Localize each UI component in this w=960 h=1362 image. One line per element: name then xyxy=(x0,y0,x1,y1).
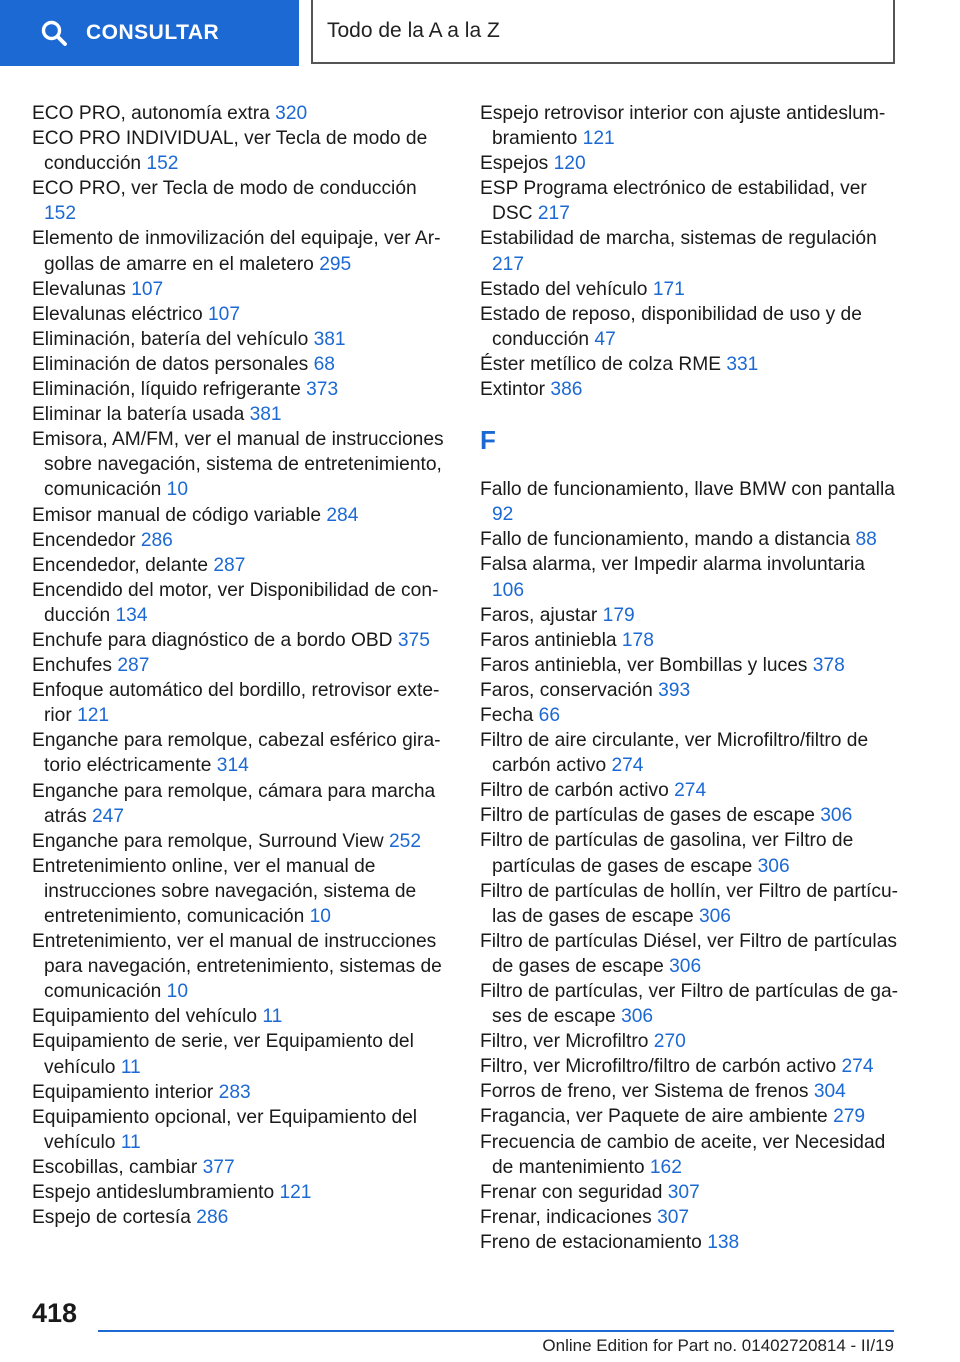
entry-page-link[interactable]: 107 xyxy=(208,303,241,325)
consult-label: CONSULTAR xyxy=(86,21,220,44)
search-icon xyxy=(40,19,68,47)
entry-page-link[interactable]: 11 xyxy=(262,1006,283,1028)
index-entry xyxy=(32,1029,447,1079)
entry-page-link[interactable]: 306 xyxy=(698,905,731,927)
entry-term: Emisor manual de código variable xyxy=(32,504,322,526)
entry-page-link[interactable]: 252 xyxy=(389,830,422,852)
index-entry xyxy=(480,1230,900,1255)
index-entry xyxy=(32,929,447,1004)
entry-page-link[interactable]: 10 xyxy=(166,981,189,1003)
entry-term: ESP Programa electrónico de estabilidad, ver DSC xyxy=(480,178,867,225)
index-entry xyxy=(32,678,447,728)
entry-term: Fallo de funcionamiento, mando a distancia xyxy=(480,529,851,551)
entry-page-link[interactable]: 10 xyxy=(309,906,331,927)
index-entry xyxy=(32,1080,447,1105)
entry-term: Enganche para remolque, cámara para marcha atrás xyxy=(32,780,436,827)
entry-page-link[interactable]: 11 xyxy=(120,1131,141,1153)
entry-term: Equipamiento de serie, ver Equipamiento del vehículo xyxy=(32,1031,414,1078)
entry-term: Enfoque automático del bordillo, retrovisor exterior xyxy=(32,680,440,727)
entry-term: Equipamiento interior xyxy=(32,1081,214,1103)
entry-page-link[interactable]: 11 xyxy=(120,1056,141,1078)
index-entry xyxy=(480,703,900,728)
entry-page-link[interactable]: 274 xyxy=(674,780,707,802)
entry-term: ECO PRO, autonomía extra xyxy=(32,103,270,124)
entry-term: Filtro de partículas de gases de escape xyxy=(480,805,815,827)
entry-page-link[interactable]: 287 xyxy=(213,554,246,576)
entry-page-link[interactable]: 270 xyxy=(653,1031,686,1053)
entry-term: Espejo antideslumbramiento xyxy=(32,1182,275,1204)
entry-term: Filtro de partículas de hollín, ver Filtro de partículas de gases de escape xyxy=(480,880,899,927)
index-entry xyxy=(480,979,900,1029)
entry-page-link[interactable]: 274 xyxy=(611,755,644,777)
entry-term: Entretenimiento, ver el manual de instrucciones para navegación, entretenimiento, sistemas de comunicación xyxy=(32,931,442,1003)
entry-page-link[interactable]: 107 xyxy=(131,278,164,300)
index-entry xyxy=(32,829,447,854)
index-entry xyxy=(32,779,447,829)
footer-divider xyxy=(98,1330,894,1332)
index-entry xyxy=(32,854,447,929)
entry-page-link[interactable]: 121 xyxy=(582,128,615,150)
entry-page-link[interactable]: 10 xyxy=(166,479,189,501)
index-entry xyxy=(480,1079,900,1104)
index-entry xyxy=(32,728,447,778)
index-entry xyxy=(32,277,447,302)
entry-term: Enchufe para diagnóstico de a bordo OBD xyxy=(32,629,393,651)
index-entry xyxy=(32,176,447,226)
entry-term: Filtro, ver Microfiltro/filtro de carbón activo xyxy=(480,1056,837,1078)
edition-text: Online Edition for Part no. 01402720814 - II/19 xyxy=(542,1336,894,1355)
entry-term: Falsa alarma, ver Impedir alarma involuntaria xyxy=(480,554,865,576)
section-title-text: Todo de la A a la Z xyxy=(327,19,500,42)
entry-term: Emisora, AM/FM, ver el manual de instrucciones sobre navegación, sistema de entretenimiento, comunicación xyxy=(32,429,444,501)
entry-term: Fecha xyxy=(480,704,534,726)
index-entry xyxy=(480,552,900,602)
entry-page-link[interactable]: 279 xyxy=(833,1106,866,1128)
entry-page-link[interactable]: 381 xyxy=(249,404,282,426)
index-entry xyxy=(32,352,447,377)
entry-term: Filtro de partículas de gasolina, ver Filtro de partículas de gases de escape xyxy=(480,830,854,877)
index-entry xyxy=(32,327,447,352)
entry-term: Eliminación de datos personales xyxy=(32,353,309,375)
entry-term: Espejo retrovisor interior con ajuste antideslumbramiento xyxy=(480,103,886,150)
index-entry xyxy=(480,828,900,878)
entry-term: Encendido del motor, ver Disponibilidad de conducción xyxy=(32,579,439,626)
index-entry xyxy=(480,226,900,276)
index-entry xyxy=(32,1004,447,1029)
entry-page-link[interactable]: 217 xyxy=(537,203,570,225)
page-number: 418 xyxy=(32,1298,78,1328)
entry-page-link[interactable]: 306 xyxy=(669,955,702,977)
entry-page-link[interactable]: 121 xyxy=(279,1182,312,1204)
index-entry xyxy=(32,653,447,678)
entry-page-link[interactable]: 320 xyxy=(275,103,308,124)
entry-term: Éster metílico de colza RME xyxy=(480,353,721,375)
entry-page-link[interactable]: 284 xyxy=(326,504,359,526)
entry-page-link[interactable]: 295 xyxy=(319,253,352,275)
entry-page-link[interactable]: 307 xyxy=(657,1206,690,1228)
index-entry xyxy=(32,402,447,427)
index-entry xyxy=(32,226,447,276)
index-entry xyxy=(32,1155,447,1180)
entry-page-link[interactable]: 306 xyxy=(621,1006,654,1028)
entry-term: Filtro de aire circulante, ver Microfiltro/filtro de carbón activo xyxy=(480,730,869,777)
entry-page-link[interactable]: 88 xyxy=(855,529,877,551)
index-entry xyxy=(480,477,900,527)
index-entry xyxy=(32,578,447,628)
entry-page-link[interactable]: 307 xyxy=(667,1181,700,1203)
entry-page-link[interactable]: 217 xyxy=(492,253,525,275)
entry-term: Faros, conservación xyxy=(480,679,653,701)
section-title[interactable] xyxy=(311,0,895,64)
index-entry xyxy=(32,377,447,402)
entry-term: Entretenimiento online, ver el manual de instrucciones sobre navegación, sistema de entretenimiento, comunicación xyxy=(32,855,417,927)
index-entry xyxy=(480,527,900,552)
index-entry xyxy=(480,628,900,653)
entry-term: Eliminar la batería usada xyxy=(32,404,245,426)
index-entry xyxy=(480,778,900,803)
index-entry xyxy=(480,277,900,302)
entry-term: Equipamiento opcional, ver Equipamiento del vehículo xyxy=(32,1106,418,1153)
entry-page-link[interactable]: 304 xyxy=(813,1081,846,1103)
entry-term: Frecuencia de cambio de aceite, ver Necesidad de mantenimiento xyxy=(480,1131,886,1178)
entry-term: Elevalunas xyxy=(32,278,126,300)
entry-page-link[interactable]: 283 xyxy=(218,1081,251,1103)
entry-term: Faros antiniebla xyxy=(480,629,617,651)
index-entry xyxy=(480,879,900,929)
entry-page-link[interactable]: 386 xyxy=(550,379,583,401)
entry-page-link[interactable]: 178 xyxy=(621,629,654,651)
index-entry xyxy=(480,1180,900,1205)
entry-page-link[interactable]: 120 xyxy=(553,153,586,175)
index-entry xyxy=(480,929,900,979)
entry-term: Estado de reposo, disponibilidad de uso y de conducción xyxy=(480,303,862,350)
entry-term: Elemento de inmovilización del equipaje, ver Argollas de amarre en el maletero xyxy=(32,228,441,275)
entry-page-link[interactable]: 373 xyxy=(306,379,339,401)
entry-term: Extintor xyxy=(480,379,546,401)
entry-term: Eliminación, batería del vehículo xyxy=(32,328,309,350)
entry-page-link[interactable]: 152 xyxy=(146,153,179,175)
entry-page-link[interactable]: 92 xyxy=(492,504,514,526)
entry-term: Equipamiento del vehículo xyxy=(32,1006,258,1028)
entry-term: ECO PRO, ver Tecla de modo de conducción xyxy=(32,178,417,200)
entry-page-link[interactable]: 68 xyxy=(313,353,335,375)
index-entry xyxy=(32,1105,447,1155)
entry-term: Enganche para remolque, cabezal esférico giratorio eléctricamente xyxy=(32,730,441,777)
index-entry xyxy=(32,528,447,553)
index-column-left xyxy=(32,101,447,1230)
entry-page-link[interactable]: 314 xyxy=(216,755,249,777)
entry-page-link[interactable]: 152 xyxy=(44,203,77,225)
entry-term: Enganche para remolque, Surround View xyxy=(32,830,384,852)
index-entry xyxy=(32,503,447,528)
entry-term: Faros, ajustar xyxy=(480,604,598,626)
entry-term: Filtro de partículas Diésel, ver Filtro de partículas de gases de escape xyxy=(480,930,897,977)
index-entry xyxy=(32,553,447,578)
entry-term: Escobillas, cambiar xyxy=(32,1156,198,1178)
index-entry xyxy=(32,302,447,327)
entry-term: Espejo de cortesía xyxy=(32,1207,191,1229)
entry-page-link[interactable]: 247 xyxy=(92,805,125,827)
entry-term: Filtro de carbón activo xyxy=(480,780,669,802)
index-entry xyxy=(480,176,900,226)
index-entry xyxy=(32,101,447,126)
entry-page-link[interactable]: 375 xyxy=(397,629,430,651)
index-entry xyxy=(480,377,900,402)
index-entry xyxy=(32,427,447,502)
entry-page-link[interactable]: 134 xyxy=(115,604,148,626)
index-entry xyxy=(480,653,900,678)
entry-page-link[interactable]: 286 xyxy=(196,1207,229,1229)
index-entry xyxy=(480,302,900,352)
entry-term: Encendedor, delante xyxy=(32,554,209,576)
index-entry xyxy=(480,1104,900,1129)
page-header xyxy=(0,0,960,66)
entry-term: Enchufes xyxy=(32,655,113,677)
entry-page-link[interactable]: 121 xyxy=(77,705,110,727)
entry-page-link[interactable]: 377 xyxy=(202,1156,235,1178)
index-entry xyxy=(480,1029,900,1054)
entry-term: Estado del vehículo xyxy=(480,278,648,300)
entry-term: Fragancia, ver Paquete de aire ambiente xyxy=(480,1106,828,1128)
entry-page-link[interactable]: 286 xyxy=(140,529,173,551)
entry-page-link[interactable]: 162 xyxy=(649,1156,682,1178)
index-group-f xyxy=(480,477,900,1255)
index-entry xyxy=(480,1130,900,1180)
entry-term: Forros de freno, ver Sistema de frenos xyxy=(480,1081,809,1103)
consult-button[interactable] xyxy=(0,0,299,66)
entry-term: Eliminación, líquido refrigerante xyxy=(32,379,301,401)
entry-term: Frenar, indicaciones xyxy=(480,1206,652,1228)
entry-page-link[interactable]: 171 xyxy=(652,278,685,300)
index-entry xyxy=(480,678,900,703)
entry-page-link[interactable]: 381 xyxy=(313,328,346,350)
entry-page-link[interactable]: 378 xyxy=(812,654,845,676)
index-entry xyxy=(32,628,447,653)
entry-term: Faros antiniebla, ver Bombillas y luces xyxy=(480,654,808,676)
entry-page-link[interactable]: 306 xyxy=(820,805,853,827)
entry-page-link[interactable]: 106 xyxy=(492,579,525,601)
index-entry xyxy=(480,1054,900,1079)
entry-page-link[interactable]: 331 xyxy=(726,353,759,375)
index-entry xyxy=(480,101,900,151)
entry-term: Fallo de funcionamiento, llave BMW con pantalla xyxy=(480,479,895,501)
entry-page-link[interactable]: 274 xyxy=(841,1056,874,1078)
index-entry xyxy=(480,352,900,377)
entry-term: Encendedor xyxy=(32,529,136,551)
index-entry xyxy=(480,151,900,176)
index-entry xyxy=(480,803,900,828)
entry-term: Filtro de partículas, ver Filtro de partículas de gases de escape xyxy=(480,981,899,1028)
entry-page-link[interactable]: 138 xyxy=(707,1231,740,1253)
section-letter-heading: F xyxy=(480,425,496,456)
entry-page-link[interactable]: 179 xyxy=(602,604,635,626)
entry-term: Estabilidad de marcha, sistemas de regulación xyxy=(480,228,877,250)
entry-term: ECO PRO INDIVIDUAL, ver Tecla de modo de conducción xyxy=(32,128,428,175)
entry-page-link[interactable]: 306 xyxy=(757,855,790,877)
entry-term: Elevalunas eléctrico xyxy=(32,303,203,325)
index-entry xyxy=(480,1205,900,1230)
entry-page-link[interactable]: 287 xyxy=(117,655,150,677)
index-entry xyxy=(32,1205,447,1230)
entry-term: Filtro, ver Microfiltro xyxy=(480,1031,649,1053)
index-entry xyxy=(480,603,900,628)
entry-term: Freno de estacionamiento xyxy=(480,1231,702,1253)
entry-page-link[interactable]: 47 xyxy=(594,328,616,350)
entry-page-link[interactable]: 66 xyxy=(538,704,561,726)
entry-term: Espejos xyxy=(480,153,549,175)
index-entry xyxy=(32,126,447,176)
entry-term: Frenar con seguridad xyxy=(480,1181,663,1203)
index-column-right xyxy=(480,101,900,1255)
index-group-e xyxy=(480,101,900,402)
index-entry xyxy=(32,1180,447,1205)
index-entry xyxy=(480,728,900,778)
entry-page-link[interactable]: 393 xyxy=(658,679,691,701)
